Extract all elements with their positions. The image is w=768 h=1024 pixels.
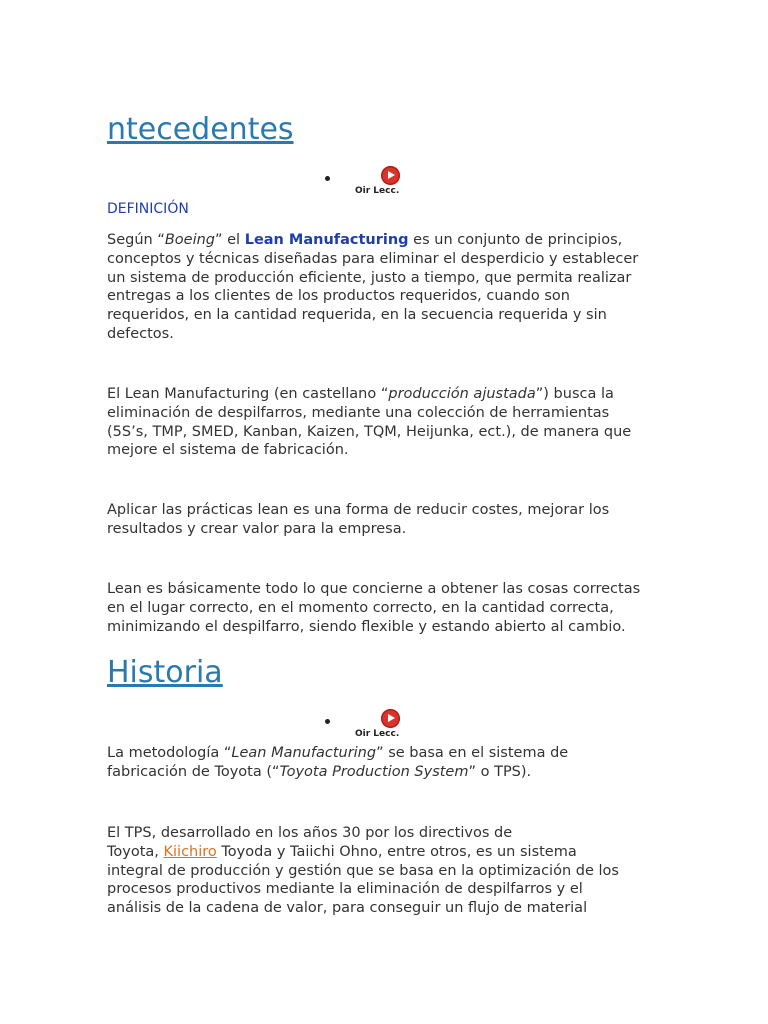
lean-manufacturing-term: Lean Manufacturing	[244, 232, 409, 248]
listen-lesson-widget[interactable]	[325, 166, 415, 202]
section-heading-historia[interactable]: Historia	[107, 655, 223, 690]
listen-label: Oir Lecc.	[355, 729, 400, 739]
paragraph-metodologia: La metodología “Lean Manufacturing” se basa en el sistema de fabricación de Toyota (“Toyota Production System” o TPS).	[107, 745, 569, 780]
paragraph-definition: Según “Boeing” el Lean Manufacturing es un conjunto de principios, conceptos y técnicas diseñadas para eliminar el desperdicio y establecer un sistema de producción eficiente, justo a tiempo, que permita realizar entregas a los clientes de los productos requeridos, cuando son requeridos, en la cantidad requerida, en la secuencia requerida y sin defectos.	[107, 232, 639, 342]
paragraph-tps: El TPS, desarrollado en los años 30 por los directivos de Toyota, Kiichiro Toyoda y Taiichi Ohno, entre otros, es un sistema integral de producción y gestión que se basa en la optimización de los procesos productivos mediante la eliminación de despilfarros y el análisis de la cadena de valor, para conseguir un flujo de material	[107, 825, 619, 917]
paragraph-lean-basicamente: Lean es básicamente todo lo que concierne a obtener las cosas correctas en el lugar correcto, en el momento correcto, en la cantidad correcta, minimizando el despilfarro, siendo flexible y estando abierto al cambio.	[107, 581, 641, 635]
section-heading-antecedentes[interactable]: ntecedentes	[107, 112, 294, 147]
play-icon[interactable]	[381, 709, 400, 728]
listen-lesson-widget-historia[interactable]	[325, 709, 415, 745]
definition-heading: DEFINICIÓN	[107, 201, 189, 217]
paragraph-lean-castellano: El Lean Manufacturing (en castellano “producción ajustada”) busca la eliminación de despilfarros, mediante una colección de herramientas (5S’s, TMP, SMED, Kanban, Kaizen, TQM, Heijunka, ect.), de manera que mejore el sistema de fabricación.	[107, 386, 632, 459]
kiichiro-link[interactable]: Kiichiro	[163, 843, 217, 860]
bullet-icon	[325, 719, 330, 724]
play-icon[interactable]	[381, 166, 400, 185]
listen-label: Oir Lecc.	[355, 186, 400, 196]
bullet-icon	[325, 176, 330, 181]
paragraph-practicas-lean: Aplicar las prácticas lean es una forma de reducir costes, mejorar los resultados y crear valor para la empresa.	[107, 502, 610, 537]
